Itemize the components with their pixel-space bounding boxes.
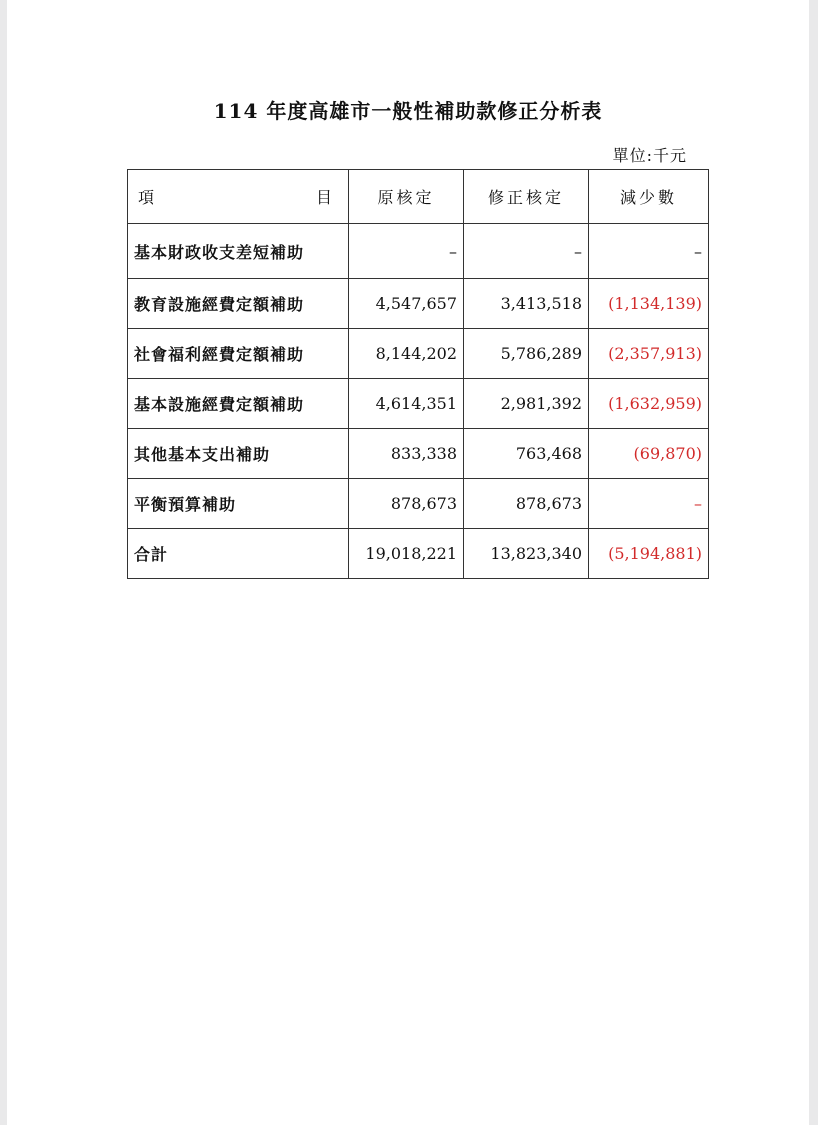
unit-label: 單位:千元 xyxy=(612,146,687,165)
row-label: 基本財政收支差短補助 xyxy=(128,224,349,279)
row-revised: 878,673 xyxy=(464,479,589,529)
row-decrease: – xyxy=(589,479,709,529)
row-original: 4,547,657 xyxy=(349,279,464,329)
header-item xyxy=(128,170,349,224)
row-revised: – xyxy=(464,224,589,279)
table-row xyxy=(128,329,709,379)
subsidy-table xyxy=(127,169,709,579)
header-item-left: 項 xyxy=(138,188,155,207)
row-revised: 763,468 xyxy=(464,429,589,479)
table-header-row xyxy=(128,170,709,224)
row-decrease: (69,870) xyxy=(589,429,709,479)
document-page xyxy=(7,0,809,1125)
table-total-row xyxy=(128,529,709,579)
table-row xyxy=(128,224,709,279)
row-decrease: (2,357,913) xyxy=(589,329,709,379)
table-row xyxy=(128,379,709,429)
row-label: 教育設施經費定額補助 xyxy=(128,279,349,329)
header-item-right: 目 xyxy=(315,188,332,207)
document-title: 114 年度高雄市一般性補助款修正分析表 xyxy=(213,99,603,123)
total-decrease: (5,194,881) xyxy=(589,529,709,579)
row-label: 基本設施經費定額補助 xyxy=(128,379,349,429)
row-label: 社會福利經費定額補助 xyxy=(128,329,349,379)
row-decrease: (1,134,139) xyxy=(589,279,709,329)
row-original: 8,144,202 xyxy=(349,329,464,379)
row-decrease: – xyxy=(589,224,709,279)
header-original: 原核定 xyxy=(349,170,464,224)
row-original: 878,673 xyxy=(349,479,464,529)
row-original: 833,338 xyxy=(349,429,464,479)
header-revised: 修正核定 xyxy=(464,170,589,224)
row-label: 平衡預算補助 xyxy=(128,479,349,529)
row-original: 4,614,351 xyxy=(349,379,464,429)
table-row xyxy=(128,279,709,329)
total-revised: 13,823,340 xyxy=(464,529,589,579)
row-revised: 3,413,518 xyxy=(464,279,589,329)
table-row xyxy=(128,479,709,529)
row-revised: 2,981,392 xyxy=(464,379,589,429)
total-original: 19,018,221 xyxy=(349,529,464,579)
row-original: – xyxy=(349,224,464,279)
row-label: 其他基本支出補助 xyxy=(128,429,349,479)
total-label: 合計 xyxy=(128,529,349,579)
table-row xyxy=(128,429,709,479)
row-decrease: (1,632,959) xyxy=(589,379,709,429)
row-revised: 5,786,289 xyxy=(464,329,589,379)
header-decrease: 減少數 xyxy=(589,170,709,224)
